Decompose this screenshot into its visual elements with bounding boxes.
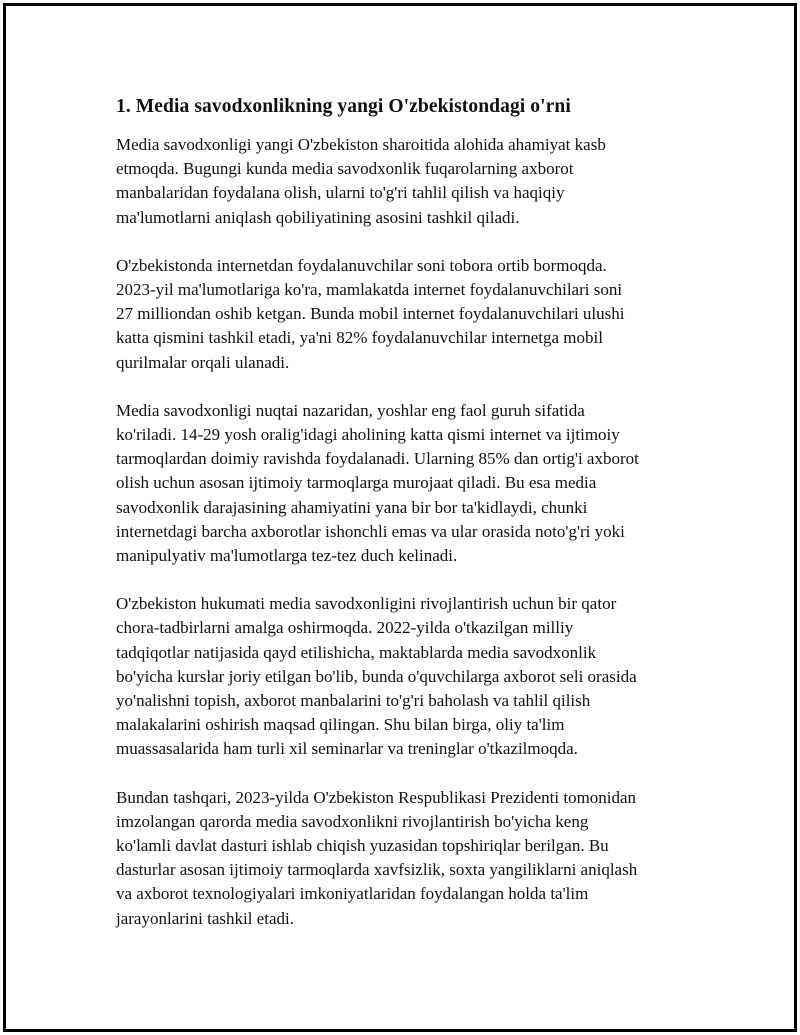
paragraph-line: internetdagi barcha axborotlar ishonchli emas va ular orasida noto'g'ri yoki (116, 521, 625, 541)
paragraph-line: tarmoqlardan doimiy ravishda foydalanadi. Ularning 85% dan ortig'i axborot (116, 449, 639, 469)
document-body (116, 95, 686, 955)
paragraph-line: ma'lumotlarni aniqlash qobiliyatining asosini tashkil qiladi. (116, 207, 520, 227)
paragraph (116, 786, 686, 931)
paragraph (116, 254, 686, 375)
paragraph-line: malakalarini oshirish maqsad qilingan. Shu bilan birga, oliy ta'lim (116, 715, 565, 735)
paragraph (116, 592, 686, 761)
paragraph-line: ko'riladi. 14-29 yosh oralig'idagi aholining katta qismi internet va ijtimoiy (116, 425, 620, 445)
paragraphs (116, 133, 686, 931)
paragraph-line: qurilmalar orqali ulanadi. (116, 352, 290, 372)
paragraph-line: imzolangan qarorda media savodxonlikni rivojlantirish bo'yicha keng (116, 811, 589, 831)
paragraph-line: tadqiqotlar natijasida qayd etilishicha, maktablarda media savodxonlik (116, 642, 597, 662)
paragraph-line: olish uchun asosan ijtimoiy tarmoqlarga murojaat qiladi. Bu esa media (116, 473, 597, 493)
paragraph-line: ko'lamli davlat dasturi ishlab chiqish yuzasidan topshiriqlar berilgan. Bu (116, 836, 609, 856)
paragraph-line: 2023-yil ma'lumotlariga ko'ra, mamlakatda internet foydalanuvchilari soni (116, 280, 623, 300)
paragraph-line: Media savodxonligi nuqtai nazaridan, yoshlar eng faol guruh sifatida (116, 400, 585, 420)
paragraph-line: Bundan tashqari, 2023-yilda O'zbekiston Respublikasi Prezidenti tomonidan (116, 787, 637, 807)
paragraph-line: 27 milliondan oshib ketgan. Bunda mobil internet foydalanuvchilari ulushi (116, 304, 625, 324)
paragraph-line: jarayonlarini tashkil etadi. (116, 908, 294, 928)
paragraph-line: O'zbekiston hukumati media savodxonligini rivojlantirish uchun bir qator (116, 594, 617, 614)
paragraph (116, 133, 686, 230)
paragraph-line: manipulyativ ma'lumotlarga tez-tez duch kelinadi. (116, 546, 458, 566)
paragraph (116, 399, 686, 568)
paragraph-line: O'zbekistonda internetdan foydalanuvchilar soni tobora ortib bormoqda. (116, 255, 607, 275)
paragraph-line: Media savodxonligi yangi O'zbekiston sharoitida alohida ahamiyat kasb (116, 135, 606, 154)
paragraph-line: katta qismini tashkil etadi, ya'ni 82% foydalanuvchilar internetga mobil (116, 328, 603, 348)
paragraph-line: muassasalarida ham turli xil seminarlar va treninglar o'tkazilmoqda. (116, 739, 578, 759)
paragraph-line: etmoqda. Bugungi kunda media savodxonlik fuqarolarning axborot (116, 159, 574, 179)
paragraph-line: yo'nalishni topish, axborot manbalarini to'g'ri baholash va tahlil qilish (116, 691, 591, 711)
paragraph-line: dasturlar asosan ijtimoiy tarmoqlarda xavfsizlik, soxta yangiliklarni aniqlash (116, 860, 638, 880)
paragraph-line: manbalaridan foydalana olish, ularni to'g'ri tahlil qilish va haqiqiy (116, 183, 565, 203)
paragraph-line: bo'yicha kurslar joriy etilgan bo'lib, bunda o'quvchilarga axborot seli orasida (116, 666, 637, 686)
paragraph-line: savodxonlik darajasining ahamiyatini yana bir bor ta'kidlaydi, chunki (116, 497, 588, 517)
section-heading: 1. Media savodxonlikning yangi O'zbekistondagi o'rni (116, 96, 571, 117)
paragraph-line: chora-tadbirlarni amalga oshirmoqda. 2022-yilda o'tkazilgan milliy (116, 618, 574, 638)
paragraph-line: va axborot texnologiyalari imkoniyatlaridan foydalangan holda ta'lim (116, 884, 589, 904)
